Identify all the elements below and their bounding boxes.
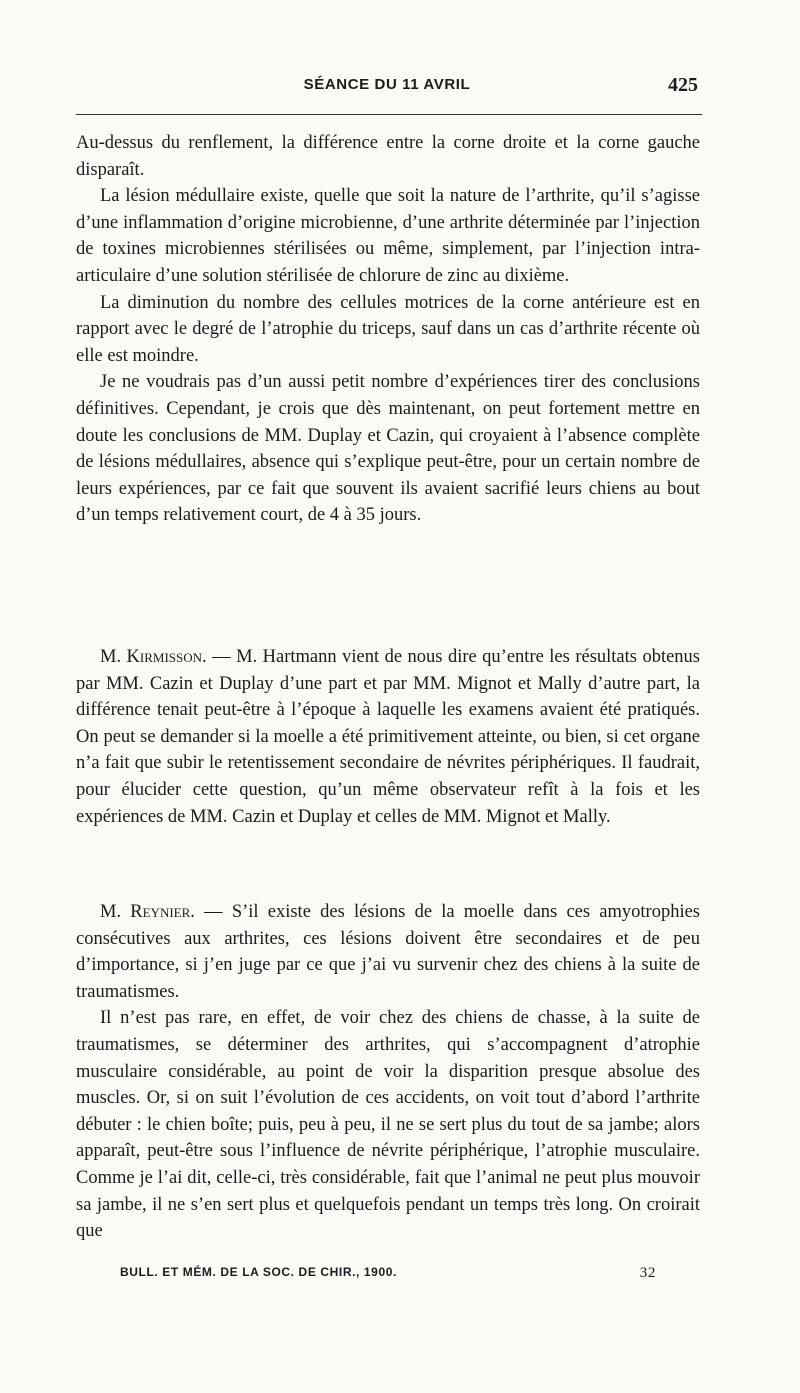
page-number: 425 — [668, 74, 698, 96]
paragraph: La diminution du nombre des cellules motrices de la corne antérieure est en rapport avec le degré de l’atrophie du triceps, sauf dans un cas d’arthrite récente où elle est moindre. — [76, 292, 700, 366]
page-footer — [120, 1265, 656, 1287]
paragraph: Il n’est pas rare, en effet, de voir chez des chiens de chasse, à la suite de traumatismes, se déterminer des arthrites, qui s’accompagnent d’atrophie musculaire considérable, au point de voir la disparition presque absolue des muscles. Or, si on suit l’évolution de ces accidents, on voit tout d’abord l’arthrite débuter : le chien boîte; puis, peu à peu, il ne se sert plus du tout de sa jambe; alors apparaît, peut-être sous l’influence de névrite périphérique, l’atrophie musculaire. Comme je l’ai dit, celle-ci, très considérable, fait que l’animal ne peut plus mouvoir sa jambe, il ne s’en sert plus et quelquefois pendant un temps très long. On croirait que — [76, 1008, 700, 1242]
speaker-name: M. Kirmisson. — [100, 647, 207, 667]
signature-number: 32 — [639, 1265, 656, 1281]
remark-text: — M. Hartmann vient de nous dire qu’entre les résultats obtenus par MM. Cazin et Duplay d’une part et par MM. Mignot et Mally d’autre part, la différence tenait peut-être à l’époque à laquelle les examens avaient été pratiqués. On peut se demander si la moelle a été primitivement atteinte, ou bien, si cet organe n’a fait que subir le retentissement secondaire de névrites périphériques. Il faudrait, pour élucider cette question, qu’un même observateur refît à la fois et les expériences de MM. Cazin et Duplay et celles de MM. Mignot et Mally. — [76, 647, 700, 827]
paragraph: La lésion médullaire existe, quelle que soit la nature de l’arthrite, qu’il s’agisse d’une inflammation d’origine microbienne, d’une arthrite déterminée par l’injection de toxines microbiennes stérilisées ou même, simplement, par l’injection intra-articulaire d’une solution stérilisée de chlorure de zinc au dixième. — [76, 186, 700, 286]
footer-citation: BULL. ET MÉM. DE LA SOC. DE CHIR., 1900. — [120, 1265, 397, 1279]
header-rule — [76, 114, 702, 115]
running-header — [76, 76, 698, 100]
running-title: SÉANCE DU 11 AVRIL — [303, 76, 471, 93]
paragraph — [76, 644, 700, 830]
speaker-name: M. Reynier. — [100, 902, 195, 922]
kirmisson-remark — [76, 644, 700, 830]
paragraph: Au-dessus du renflement, la différence entre la corne droite et la corne gauche disparaît. — [76, 133, 700, 180]
reynier-remark — [76, 899, 700, 1245]
opening-paragraphs — [76, 130, 700, 529]
paragraph: Je ne voudrais pas d’un aussi petit nombre d’expériences tirer des conclusions définitives. Cependant, je crois que dès maintenant, on peut fortement mettre en doute les conclusions de MM. Duplay et Cazin, qui croyaient à l’absence complète de lésions médullaires, absence qui s’explique peut-être, pour un certain nombre de leurs expériences, par ce fait que souvent ils avaient sacrifié leurs chiens au bout d’un temps relativement court, de 4 à 35 jours. — [76, 372, 700, 526]
paragraph — [76, 899, 700, 1005]
remark-text: — S’il existe des lésions de la moelle dans ces amyotrophies consécutives aux arthrites, ces lésions doivent être secondaires et de peu d’importance, si j’en juge par ce que j’ai vu survenir chez des chiens à la suite de traumatismes. — [76, 902, 700, 1002]
